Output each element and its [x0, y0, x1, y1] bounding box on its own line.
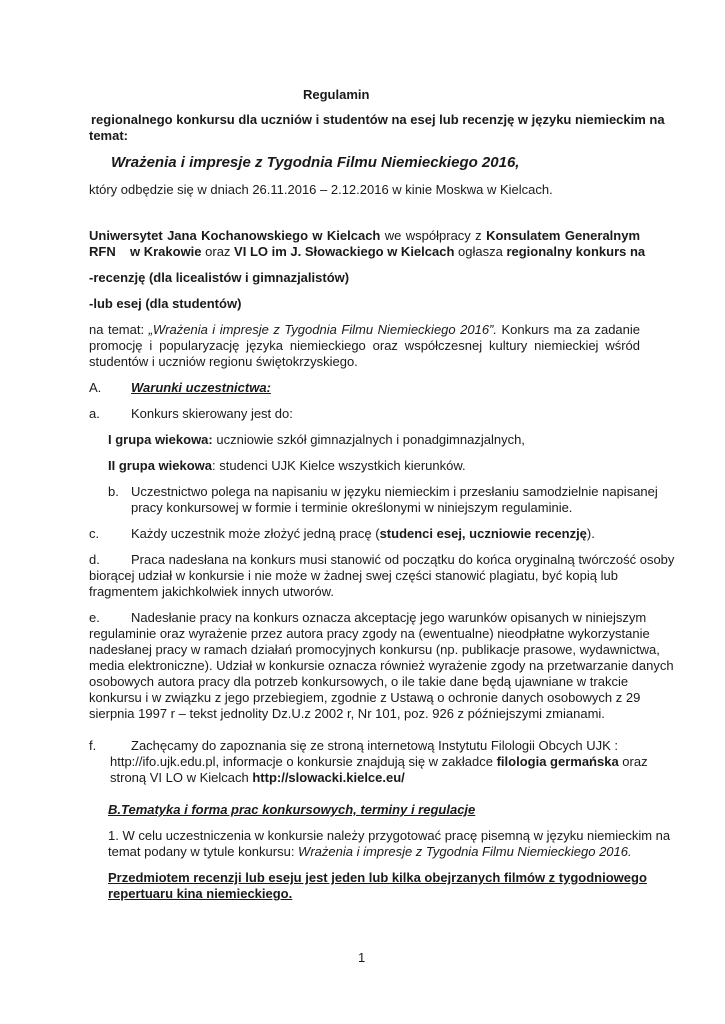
item-c-text	[131, 526, 595, 542]
item-b-line-1: Uczestnictwo polega na napisaniu w języku niemieckim i przesłaniu samodzielnie napisanej	[131, 484, 658, 499]
item-c-prefix: Każdy uczestnik może złożyć jedną pracę (	[131, 526, 380, 541]
intro-line-1-text: we współpracy z	[380, 228, 487, 243]
item-e-line-5: osobowych autora pracy dla potrzeb konkursowych, o ile takie dane będą ujawniane w trakcie	[89, 674, 629, 689]
intro-line-2-text: oraz	[201, 244, 235, 259]
subject-line-1: Przedmiotem recenzji lub eseju jest jeden lub kilka obejrzanych filmów z tygodniowego	[108, 870, 647, 885]
item-e-line-4: media elektroniczne). Udział w konkursie oznacza również wyrażenie zgody na przetwarzanie danych	[89, 658, 674, 673]
item-d-line-1: Praca nadesłana na konkurs musi stanowić od początku do końca oryginalną twórczość osoby	[131, 552, 675, 567]
age-group-1-text: uczniowie szkół gimnazjalnych i ponadgimnazjalnych,	[212, 432, 525, 447]
age-group-2-label: II grupa wiekowa	[108, 458, 213, 473]
organizer-university: Uniwersytet Jana Kochanowskiego w Kielcach	[89, 228, 381, 243]
item-e-line-2: regulaminie oraz wyrażenie przez autora pracy zgody na (ewentualne) nieodpłatne wykorzystanie	[89, 626, 650, 641]
item-d-marker: d.	[89, 552, 100, 567]
section-a-marker: A.	[89, 380, 102, 395]
contest-type: regionalny konkurs na	[506, 244, 646, 259]
intro-line-2	[130, 244, 645, 260]
item-d-line-3: fragmentem jakichkolwiek innych utworów.	[89, 584, 334, 599]
item-b-marker: b.	[108, 484, 119, 499]
item-e-line-6: konkursu i w związku z jego przebiegiem, zgodnie z Ustawą o ochronie danych osobowych z 29	[89, 690, 641, 705]
consulate-city: w Krakowie	[130, 244, 202, 259]
item-f-line-1: Zachęcamy do zapoznania się ze stroną internetową Instytutu Filologii Obcych UJK :	[131, 738, 619, 753]
item-e-line-1: Nadesłanie pracy na konkurs oznacza akceptację jego warunków opisanych w niniejszym	[131, 610, 647, 625]
subject-line-2: repertuaru kina niemieckiego.	[108, 886, 293, 901]
date-line: który odbędzie się w dniach 26.11.2016 – 2.12.2016 w kinie Moskwa w Kielcach.	[89, 182, 553, 197]
age-group-1-label: I grupa wiekowa:	[108, 432, 213, 447]
item-d-line-2: biorącej udział w konkursie i nie może w żadnej swej części stanowić plagiatu, być kopią lub	[89, 568, 618, 583]
option-essay: -lub esej (dla studentów)	[89, 296, 242, 311]
item-b-line-2: pracy konkursowej w formie i terminie określonymi w niniejszym regulaminie.	[131, 500, 573, 515]
item-f-line-2-suffix: oraz	[618, 754, 648, 769]
age-group-2	[108, 458, 466, 474]
school-website-link[interactable]: http://slowacki.kielce.eu/	[252, 770, 405, 785]
item-e-line-7: sierpnia 1997 r – tekst jednolity Dz.U.z 2002 r, Nr 101, poz. 926 z późniejszymi zmianami.	[89, 706, 605, 721]
item-e-marker: e.	[89, 610, 100, 625]
item-a-text: Konkurs skierowany jest do:	[131, 406, 293, 421]
item-a-marker: a.	[89, 406, 100, 421]
section-b-heading: B.Tematyka i forma prac konkursowych, terminy i regulacje	[108, 802, 476, 817]
item-c-suffix: ).	[586, 526, 595, 541]
section-b-item-1-theme: Wrażenia i impresje z Tygodnia Filmu Niemieckiego 2016.	[298, 844, 632, 859]
item-f-marker: f.	[89, 738, 97, 753]
topic-title: „Wrażenia i impresje z Tygodnia Filmu Niemieckiego 2016”.	[148, 322, 497, 337]
topic-line-1	[89, 322, 640, 338]
topic-line-3: studentów i uczniów regionu świętokrzyskiego.	[89, 354, 358, 369]
section-b-item-1-prefix: temat podany w tytule konkursu:	[108, 844, 299, 859]
organizer-school: VI LO im J. Słowackiego w Kielcach	[234, 244, 455, 259]
section-a-heading: Warunki uczestnictwa:	[131, 380, 271, 395]
age-group-1	[108, 432, 525, 448]
section-b-item-1-line-2	[108, 844, 632, 860]
item-e-line-3: nadesłanej pracy w ramach działań promocyjnych konkursu (np. publikacje prasowe, wydawnictwa,	[89, 642, 660, 657]
organizer-consulate: Konsulatem Generalnym RFN	[89, 228, 641, 259]
page-number: 1	[358, 950, 366, 965]
topic-prefix: na temat:	[89, 322, 149, 337]
intro-line-2-text-2: ogłasza	[454, 244, 507, 259]
age-group-2-text: : studenci UJK Kielce wszystkich kierunków.	[212, 458, 466, 473]
item-f-line-2	[110, 754, 648, 770]
item-c-marker: c.	[89, 526, 100, 541]
ifo-link-text[interactable]: http://ifo.ujk.edu.pl, informacje o konkursie znajdują się w zakładce	[110, 754, 497, 769]
document-title: Regulamin	[303, 87, 370, 102]
option-review: -recenzję (dla licealistów i gimnazjalistów)	[89, 270, 350, 285]
subtitle-line-1: regionalnego konkursu dla uczniów i studentów na esej lub recenzję w języku niemieckim na	[91, 112, 665, 127]
item-c-emphasis: studenci esej, uczniowie recenzję	[379, 526, 587, 541]
subtitle-line-2: temat:	[89, 128, 129, 143]
item-f-line-3	[110, 770, 405, 786]
section-b-item-1-line-1: 1. W celu uczestniczenia w konkursie należy przygotować pracę pisemną w języku niemieckim na	[108, 828, 671, 843]
topic-line-2: promocję i popularyzację języka niemieckiego oraz współczesnej kultury niemieckiej wśród	[89, 338, 640, 353]
topic-suffix: Konkurs ma za zadanie	[497, 322, 641, 337]
tab-germanic-philology: filologia germańska	[496, 754, 619, 769]
contest-theme: Wrażenia i impresje z Tygodnia Filmu Niemieckiego 2016,	[111, 154, 520, 171]
item-f-line-3-prefix: stroną VI LO w Kielcach	[110, 770, 253, 785]
